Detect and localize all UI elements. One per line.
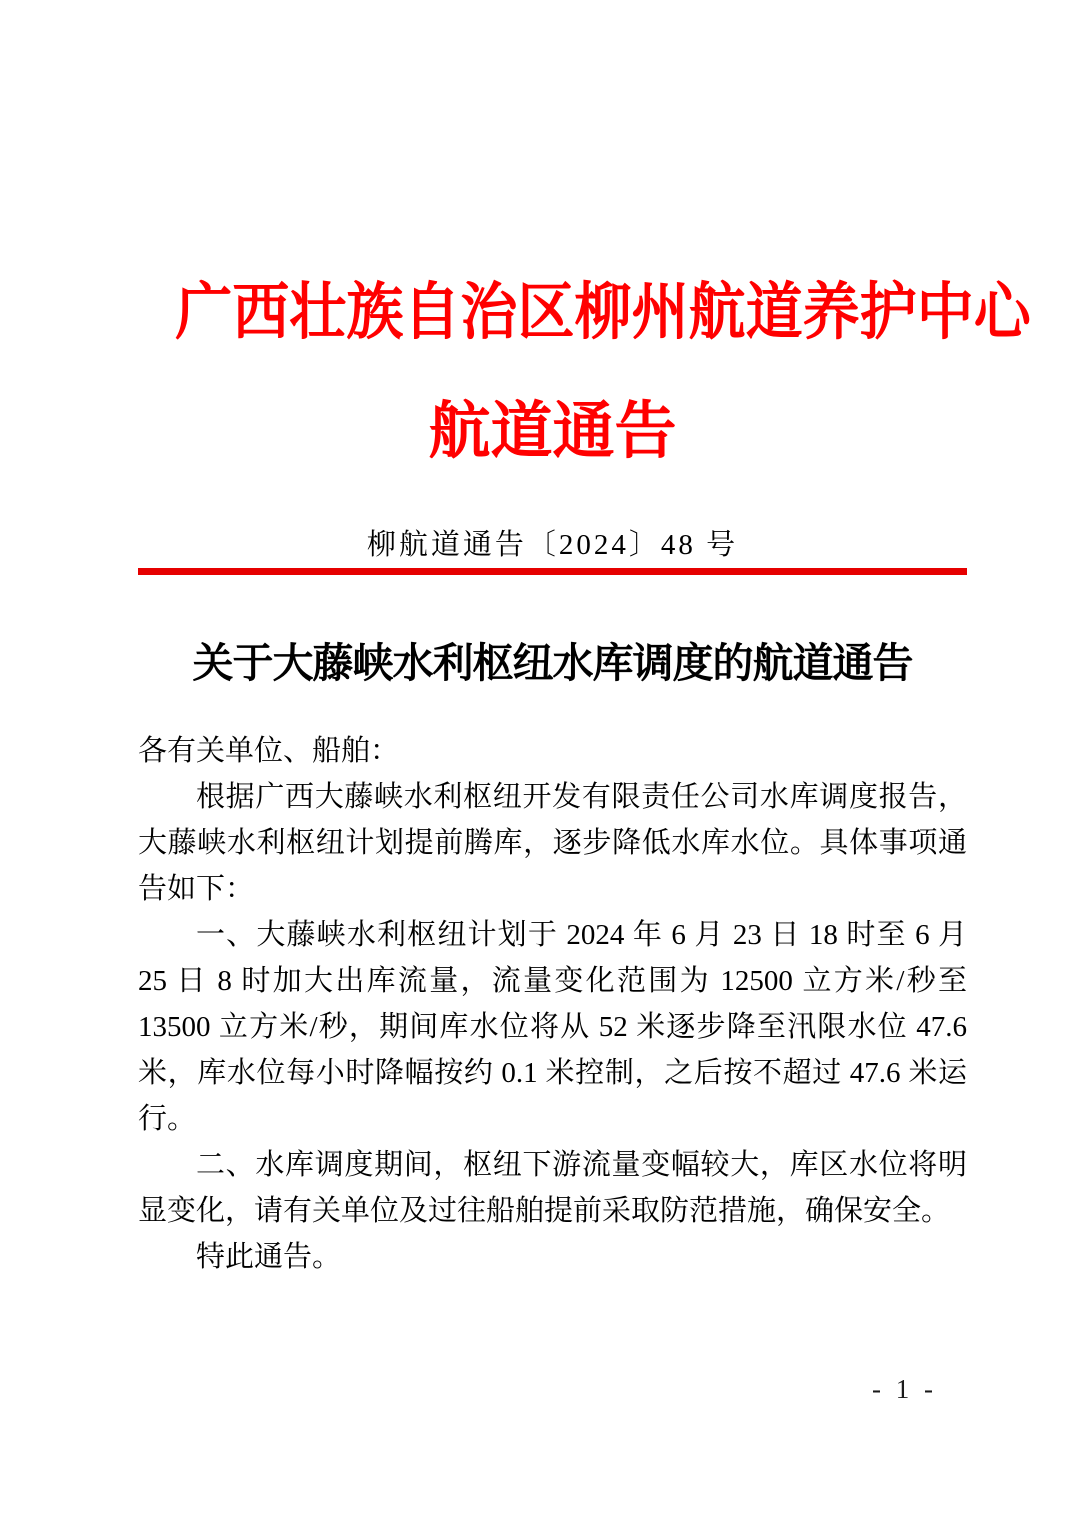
org-title-line-2: 航道通告 — [428, 397, 677, 466]
document-body — [138, 728, 967, 1280]
org-title — [138, 278, 1031, 347]
subject-title: 关于大藤峡水利枢纽水库调度的航道通告 — [192, 640, 913, 686]
page-number: - 1 - — [872, 1374, 937, 1404]
body-paragraph-closing: 特此通告。 — [196, 1241, 342, 1274]
document-header — [138, 278, 1031, 575]
org-title-line-1: 广西壮族自治区柳州航道养护中心 — [175, 278, 1031, 347]
header-divider-rule — [138, 568, 967, 575]
salutation: 各有关单位、船舶： — [138, 735, 400, 768]
body-paragraph-item-2: 二、水库调度期间，枢纽下游流量变幅较大，库区水位将明显变化，请有关单位及过往船舶提前采取防范措施，确保安全。 — [138, 1149, 967, 1228]
body-paragraph-item-1: 一、大藤峡水利枢纽计划于 2024 年 6 月 23 日 18 时至 6 月 25 日 8 时加大出库流量，流量变化范围为 12500 立方米/秒至 13500 立方米/秒，期间库水位将从 52 米逐步降至汛限水位 47.6 米，库水位每小时降幅按约 0.1 米控制，之后按不超过 47.6 米运行。 — [138, 919, 967, 1136]
document-number: 柳航道通告〔2024〕48 号 — [366, 529, 739, 561]
body-paragraph-intro: 根据广西大藤峡水利枢纽开发有限责任公司水库调度报告，大藤峡水利枢纽计划提前腾库，逐步降低水库水位。具体事项通告如下： — [138, 781, 967, 906]
